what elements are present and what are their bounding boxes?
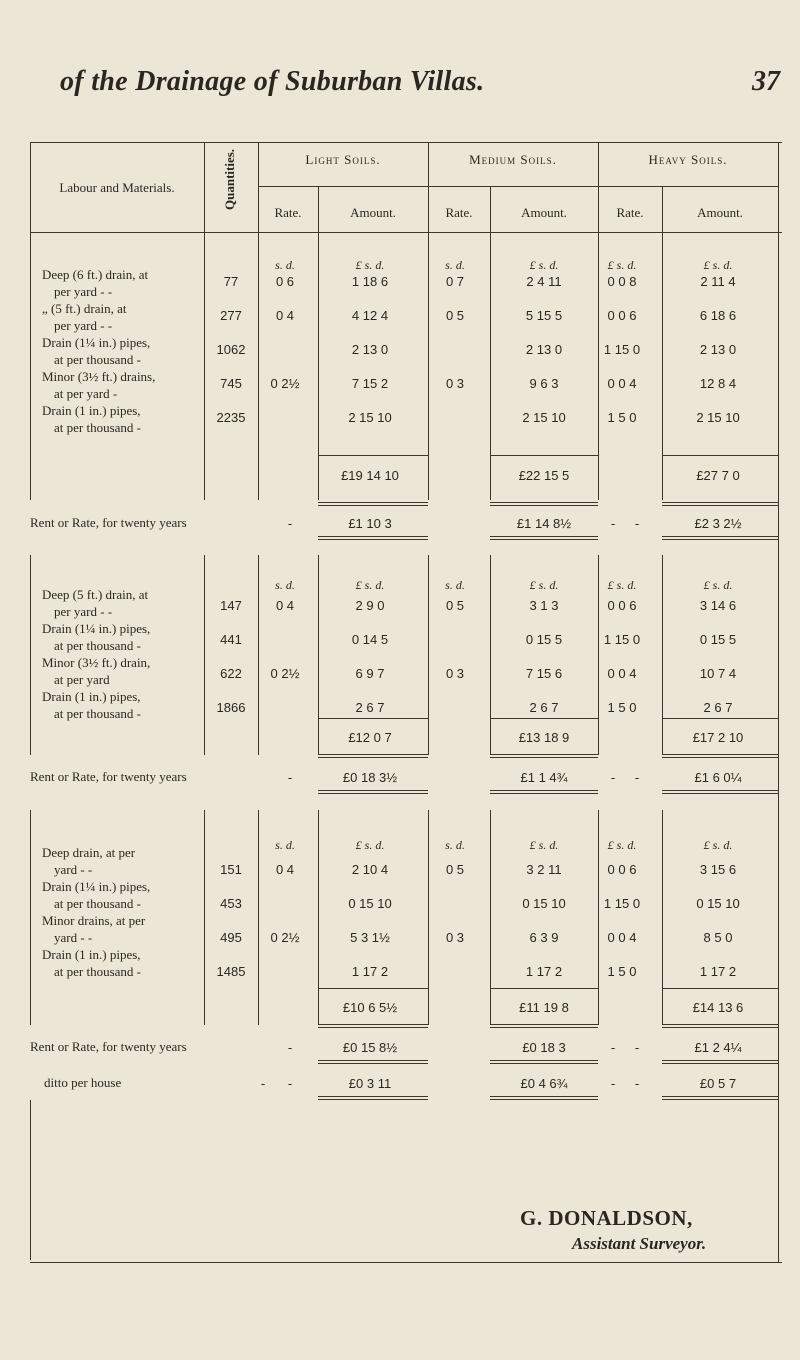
light-amount-cell: 2 15 10 xyxy=(348,410,392,425)
dash: - xyxy=(634,770,640,785)
heavy-amount-cell: 2 15 10 xyxy=(696,410,740,425)
item-label: at per thousand - xyxy=(54,706,142,721)
heavy-amount-cell: 1 17 2 xyxy=(699,964,737,979)
rent-double-rule xyxy=(490,1060,598,1061)
section-0-left-rule xyxy=(30,142,31,500)
per-house-double-rule xyxy=(490,1096,598,1097)
subheader-rule xyxy=(258,186,778,187)
section-2-col-rule xyxy=(428,810,429,1025)
dash: - xyxy=(634,1076,640,1091)
header-col-rule xyxy=(662,186,663,232)
medium-rate-cell: 0 5 xyxy=(445,308,465,323)
section-0-col-rule xyxy=(428,232,429,500)
rent-double-rule xyxy=(662,1063,778,1064)
signature-title: Assistant Surveyor. xyxy=(572,1234,707,1253)
total-double-rule xyxy=(662,502,778,503)
section-2-col-rule xyxy=(204,810,205,1025)
section-2-left-rule xyxy=(30,810,31,1025)
item-label: Deep (6 ft.) drain, at xyxy=(42,267,149,282)
section-0-col-rule xyxy=(258,232,259,500)
medium-per-house: £0 4 6¾ xyxy=(520,1076,568,1091)
medium-amount-cell: 9 6 3 xyxy=(529,376,559,391)
medium-amount-cell: 1 17 2 xyxy=(525,964,563,979)
unit-l-s-d: £ s. d. xyxy=(355,838,385,852)
item-label: per yard - - xyxy=(54,318,113,333)
medium-total: £22 15 5 xyxy=(518,468,570,483)
rent-double-rule xyxy=(662,790,778,791)
medium-rate-cell: 0 3 xyxy=(445,666,465,681)
light-amount-cell: 0 14 5 xyxy=(351,632,389,647)
item-label: „ (5 ft.) drain, at xyxy=(42,301,127,316)
running-head: of the Drainage of Suburban Villas. xyxy=(60,66,485,97)
header-col-rule xyxy=(204,142,205,232)
rent-label: Rent or Rate, for twenty years xyxy=(30,515,187,530)
quantity-cell: 151 xyxy=(220,862,242,877)
item-label: at per thousand - xyxy=(54,352,142,367)
quantity-cell: 622 xyxy=(220,666,242,681)
total-double-rule xyxy=(662,1024,778,1025)
heavy-rent: £1 2 4¼ xyxy=(694,1040,742,1055)
quantity-cell: 745 xyxy=(220,376,242,391)
light-amount-cell: 5 3 1½ xyxy=(350,930,390,945)
heavy-amount-cell: 10 7 4 xyxy=(699,666,737,681)
item-label: Minor drains, at per xyxy=(42,913,146,928)
section-1-left-rule xyxy=(30,555,31,755)
light-total-rule xyxy=(318,988,428,989)
total-double-rule xyxy=(318,1024,428,1025)
total-double-rule xyxy=(662,1027,778,1028)
item-label: yard - - xyxy=(54,930,93,945)
light-amount-cell: 1 17 2 xyxy=(351,964,389,979)
section-0-col-rule xyxy=(318,232,319,500)
medium-amount-cell: 3 1 3 xyxy=(529,598,559,613)
unit-l-s-d: £ s. d. xyxy=(703,258,733,272)
rent-double-rule xyxy=(318,793,428,794)
dash: - xyxy=(634,516,640,531)
medium-total: £11 19 8 xyxy=(519,1000,569,1015)
section-2-col-rule xyxy=(258,810,259,1025)
quantity-cell: 1866 xyxy=(216,700,246,715)
heavy-amount-cell: 2 6 7 xyxy=(703,700,733,715)
header-bottom-rule xyxy=(30,232,782,233)
medium-total-rule xyxy=(490,455,598,456)
heavy-rate-cell: 1 15 0 xyxy=(603,896,641,911)
header-col-rule xyxy=(490,186,491,232)
item-label: at per thousand - xyxy=(54,964,142,979)
heavy-rate-cell: 1 15 0 xyxy=(603,342,641,357)
item-label: yard - - xyxy=(54,862,93,877)
heavy-rate-cell: 0 0 4 xyxy=(607,666,637,681)
header-col-rule xyxy=(428,142,429,232)
unit-l-s-d: £ s. d. xyxy=(703,838,733,852)
light-amount-cell: 1 18 6 xyxy=(351,274,389,289)
total-double-rule xyxy=(490,757,598,758)
item-label: Drain (1 in.) pipes, xyxy=(42,403,141,418)
heavy-amount-cell: 8 5 0 xyxy=(703,930,733,945)
heavy-total-rule xyxy=(662,718,778,719)
medium-rate-cell: 0 5 xyxy=(445,598,465,613)
total-double-rule xyxy=(490,505,598,506)
item-label: at per thousand - xyxy=(54,420,142,435)
heavy-rate-cell: 1 5 0 xyxy=(607,964,637,979)
medium-amount-cell: 0 15 5 xyxy=(525,632,563,647)
light-amount-cell: 2 9 0 xyxy=(355,598,385,613)
heavy-amount-cell: 3 14 6 xyxy=(699,598,737,613)
column-header-heavy-soils: Heavy Soils. xyxy=(648,152,728,167)
rent-double-rule xyxy=(490,790,598,791)
item-label: per yard - - xyxy=(54,284,113,299)
total-double-rule xyxy=(490,1024,598,1025)
light-rent: £0 18 3½ xyxy=(342,770,398,785)
heavy-rent: £2 3 2½ xyxy=(694,516,742,531)
rent-double-rule xyxy=(662,793,778,794)
table-bottom-rule xyxy=(30,1262,782,1263)
rent-double-rule xyxy=(318,536,428,537)
section-2-col-rule xyxy=(662,810,663,1025)
column-header-quantities: Quantities. xyxy=(222,148,237,210)
quantity-cell: 147 xyxy=(220,598,242,613)
light-amount-cell: 2 6 7 xyxy=(355,700,385,715)
ditto-per-house-label: ditto per house xyxy=(44,1075,122,1090)
light-total: £10 6 5½ xyxy=(342,1000,398,1015)
light-total: £19 14 10 xyxy=(341,468,399,483)
medium-rate-cell: 0 3 xyxy=(445,376,465,391)
heavy-total: £17 2 10 xyxy=(692,730,744,745)
unit-s-d: s. d. xyxy=(275,838,295,852)
column-header-medium-soils: Medium Soils. xyxy=(469,152,557,167)
header-col-rule xyxy=(318,186,319,232)
rent-double-rule xyxy=(490,1063,598,1064)
rent-double-rule xyxy=(662,1060,778,1061)
heavy-rate-cell: 0 0 6 xyxy=(607,862,637,877)
unit-s-d: s. d. xyxy=(445,838,465,852)
unit-s-d: s. d. xyxy=(445,258,465,272)
unit-l-s-d: £ s. d. xyxy=(607,578,637,592)
heavy-amount-cell: 0 15 5 xyxy=(699,632,737,647)
unit-l-s-d: £ s. d. xyxy=(355,258,385,272)
item-label: Drain (1 in.) pipes, xyxy=(42,947,141,962)
light-rate-cell: 0 4 xyxy=(275,862,295,877)
unit-l-s-d: £ s. d. xyxy=(529,838,559,852)
heavy-total: £14 13 6 xyxy=(692,1000,744,1015)
item-label: Deep drain, at per xyxy=(42,845,136,860)
light-total-rule xyxy=(318,455,428,456)
heavy-amount-cell: 2 13 0 xyxy=(699,342,737,357)
medium-amount-cell: 2 13 0 xyxy=(525,342,563,357)
light-rate-cell: 0 4 xyxy=(275,308,295,323)
light-rate-header: Rate. xyxy=(274,205,302,220)
medium-rate-cell: 0 7 xyxy=(445,274,465,289)
unit-l-s-d: £ s. d. xyxy=(529,578,559,592)
medium-rate-header: Rate. xyxy=(445,205,473,220)
per-house-double-rule xyxy=(662,1099,778,1100)
heavy-amount-cell: 2 11 4 xyxy=(700,274,736,289)
dash: - xyxy=(287,1040,293,1055)
total-double-rule xyxy=(318,502,428,503)
heavy-rate-cell: 1 5 0 xyxy=(607,410,637,425)
total-double-rule xyxy=(318,757,428,758)
dash: - xyxy=(287,770,293,785)
rent-double-rule xyxy=(490,793,598,794)
per-house-double-rule xyxy=(490,1099,598,1100)
medium-total-rule xyxy=(490,718,598,719)
light-amount-cell: 4 12 4 xyxy=(351,308,389,323)
rent-double-rule xyxy=(318,1063,428,1064)
light-amount-cell: 0 15 10 xyxy=(348,896,392,911)
item-label: Minor (3½ ft.) drains, xyxy=(42,369,156,384)
heavy-rate-cell: 0 0 6 xyxy=(607,598,637,613)
section-0-col-rule xyxy=(204,232,205,500)
item-label: Drain (1¼ in.) pipes, xyxy=(42,621,151,636)
heavy-amount-cell: 12 8 4 xyxy=(699,376,737,391)
heavy-rate-cell: 0 0 4 xyxy=(607,376,637,391)
heavy-amount-cell: 3 15 6 xyxy=(699,862,737,877)
rent-double-rule xyxy=(318,539,428,540)
quantity-cell: 2235 xyxy=(216,410,246,425)
unit-s-d: s. d. xyxy=(275,578,295,592)
rent-double-rule xyxy=(318,790,428,791)
heavy-rate-cell: 0 0 8 xyxy=(607,274,637,289)
heavy-amount-cell: 0 15 10 xyxy=(696,896,740,911)
item-label: Drain (1¼ in.) pipes, xyxy=(42,879,151,894)
total-double-rule xyxy=(318,505,428,506)
light-rent: £1 10 3 xyxy=(348,516,392,531)
total-double-rule xyxy=(318,754,428,755)
column-header-light-soils: Light Soils. xyxy=(305,152,381,167)
total-double-rule xyxy=(662,754,778,755)
light-rate-cell: 0 2½ xyxy=(270,666,300,681)
total-double-rule xyxy=(490,754,598,755)
heavy-amount-cell: 6 18 6 xyxy=(699,308,737,323)
unit-l-s-d: £ s. d. xyxy=(529,258,559,272)
light-amount-cell: 2 13 0 xyxy=(351,342,389,357)
quantity-cell: 453 xyxy=(220,896,242,911)
light-amount-cell: 6 9 7 xyxy=(355,666,385,681)
medium-total: £13 18 9 xyxy=(518,730,570,745)
heavy-rate-cell: 0 0 4 xyxy=(607,930,637,945)
quantity-cell: 77 xyxy=(223,274,239,289)
rent-label: Rent or Rate, for twenty years xyxy=(30,769,187,784)
heavy-total-rule xyxy=(662,455,778,456)
section-1-col-rule xyxy=(258,555,259,755)
section-1-col-rule xyxy=(318,555,319,755)
light-rate-cell: 0 2½ xyxy=(270,376,300,391)
medium-rent: £1 1 4¾ xyxy=(520,770,568,785)
medium-amount-cell: 2 15 10 xyxy=(522,410,566,425)
section-2-col-rule xyxy=(318,810,319,1025)
item-label: at per thousand - xyxy=(54,896,142,911)
item-label: Drain (1¼ in.) pipes, xyxy=(42,335,151,350)
total-double-rule xyxy=(490,502,598,503)
quantity-cell: 1062 xyxy=(216,342,246,357)
dash: - xyxy=(610,770,616,785)
table-right-rule xyxy=(778,142,779,1262)
heavy-rate-cell: 0 0 6 xyxy=(607,308,637,323)
heavy-total: £27 7 0 xyxy=(696,468,740,483)
dash: - xyxy=(634,1040,640,1055)
medium-amount-cell: 7 15 6 xyxy=(525,666,563,681)
unit-l-s-d: £ s. d. xyxy=(607,838,637,852)
quantity-cell: 495 xyxy=(220,930,242,945)
rent-double-rule xyxy=(318,1060,428,1061)
rent-double-rule xyxy=(662,539,778,540)
item-label: Deep (5 ft.) drain, at xyxy=(42,587,149,602)
medium-amount-cell: 0 15 10 xyxy=(522,896,566,911)
signature-name: G. DONALDSON, xyxy=(520,1206,693,1230)
section-1-col-rule xyxy=(204,555,205,755)
footer-left-rule xyxy=(30,1100,31,1260)
dash: - xyxy=(610,516,616,531)
heavy-rate-cell: 1 15 0 xyxy=(603,632,641,647)
section-0-col-rule xyxy=(490,232,491,500)
medium-rate-cell: 0 3 xyxy=(445,930,465,945)
total-double-rule xyxy=(490,1027,598,1028)
quantity-cell: 277 xyxy=(220,308,242,323)
item-label: at per yard xyxy=(54,672,110,687)
medium-amount-cell: 3 2 11 xyxy=(526,862,562,877)
section-0-col-rule xyxy=(662,232,663,500)
rent-label: Rent or Rate, for twenty years xyxy=(30,1039,187,1054)
unit-l-s-d: £ s. d. xyxy=(355,578,385,592)
header-col-rule xyxy=(598,142,599,232)
dash: - xyxy=(287,1076,293,1091)
medium-amount-cell: 6 3 9 xyxy=(529,930,559,945)
heavy-per-house: £0 5 7 xyxy=(699,1076,737,1091)
rent-double-rule xyxy=(662,536,778,537)
heavy-rate-cell: 1 5 0 xyxy=(607,700,637,715)
total-double-rule xyxy=(318,1027,428,1028)
light-amount-cell: 2 10 4 xyxy=(351,862,389,877)
unit-l-s-d: £ s. d. xyxy=(607,258,637,272)
heavy-amount-header: Amount. xyxy=(697,205,743,220)
dash: - xyxy=(260,1076,266,1091)
light-per-house: £0 3 11 xyxy=(348,1076,392,1091)
light-total: £12 0 7 xyxy=(348,730,392,745)
section-1-col-rule xyxy=(662,555,663,755)
heavy-total-rule xyxy=(662,988,778,989)
table-top-rule xyxy=(30,142,782,143)
section-2-col-rule xyxy=(490,810,491,1025)
section-1-col-rule xyxy=(428,555,429,755)
page-number: 37 xyxy=(752,66,780,97)
light-amount-cell: 7 15 2 xyxy=(351,376,389,391)
light-rate-cell: 0 2½ xyxy=(270,930,300,945)
medium-rent: £1 14 8½ xyxy=(516,516,572,531)
unit-l-s-d: £ s. d. xyxy=(703,578,733,592)
quantity-cell: 441 xyxy=(220,632,242,647)
medium-amount-cell: 2 6 7 xyxy=(529,700,559,715)
medium-amount-cell: 5 15 5 xyxy=(525,308,563,323)
rent-double-rule xyxy=(490,536,598,537)
per-house-double-rule xyxy=(318,1096,428,1097)
dash: - xyxy=(287,516,293,531)
light-rent: £0 15 8½ xyxy=(342,1040,398,1055)
unit-s-d: s. d. xyxy=(445,578,465,592)
light-amount-header: Amount. xyxy=(350,205,396,220)
per-house-double-rule xyxy=(662,1096,778,1097)
heavy-rent: £1 6 0¼ xyxy=(694,770,742,785)
medium-total-rule xyxy=(490,988,598,989)
total-double-rule xyxy=(662,757,778,758)
heavy-rate-header: Rate. xyxy=(616,205,644,220)
rent-double-rule xyxy=(490,539,598,540)
per-house-double-rule xyxy=(318,1099,428,1100)
unit-s-d: s. d. xyxy=(275,258,295,272)
item-label: per yard - - xyxy=(54,604,113,619)
header-col-rule xyxy=(258,142,259,232)
medium-amount-header: Amount. xyxy=(521,205,567,220)
dash: - xyxy=(610,1040,616,1055)
light-total-rule xyxy=(318,718,428,719)
light-rate-cell: 0 4 xyxy=(275,598,295,613)
quantity-cell: 1485 xyxy=(216,964,246,979)
medium-amount-cell: 2 4 11 xyxy=(526,274,562,289)
item-label: Minor (3½ ft.) drain, xyxy=(42,655,151,670)
light-rate-cell: 0 6 xyxy=(275,274,295,289)
dash: - xyxy=(610,1076,616,1091)
item-label: at per thousand - xyxy=(54,638,142,653)
medium-rate-cell: 0 5 xyxy=(445,862,465,877)
total-double-rule xyxy=(662,505,778,506)
column-header-labour: Labour and Materials. xyxy=(59,180,175,195)
item-label: Drain (1 in.) pipes, xyxy=(42,689,141,704)
section-1-col-rule xyxy=(490,555,491,755)
item-label: at per yard - xyxy=(54,386,118,401)
medium-rent: £0 18 3 xyxy=(522,1040,566,1055)
